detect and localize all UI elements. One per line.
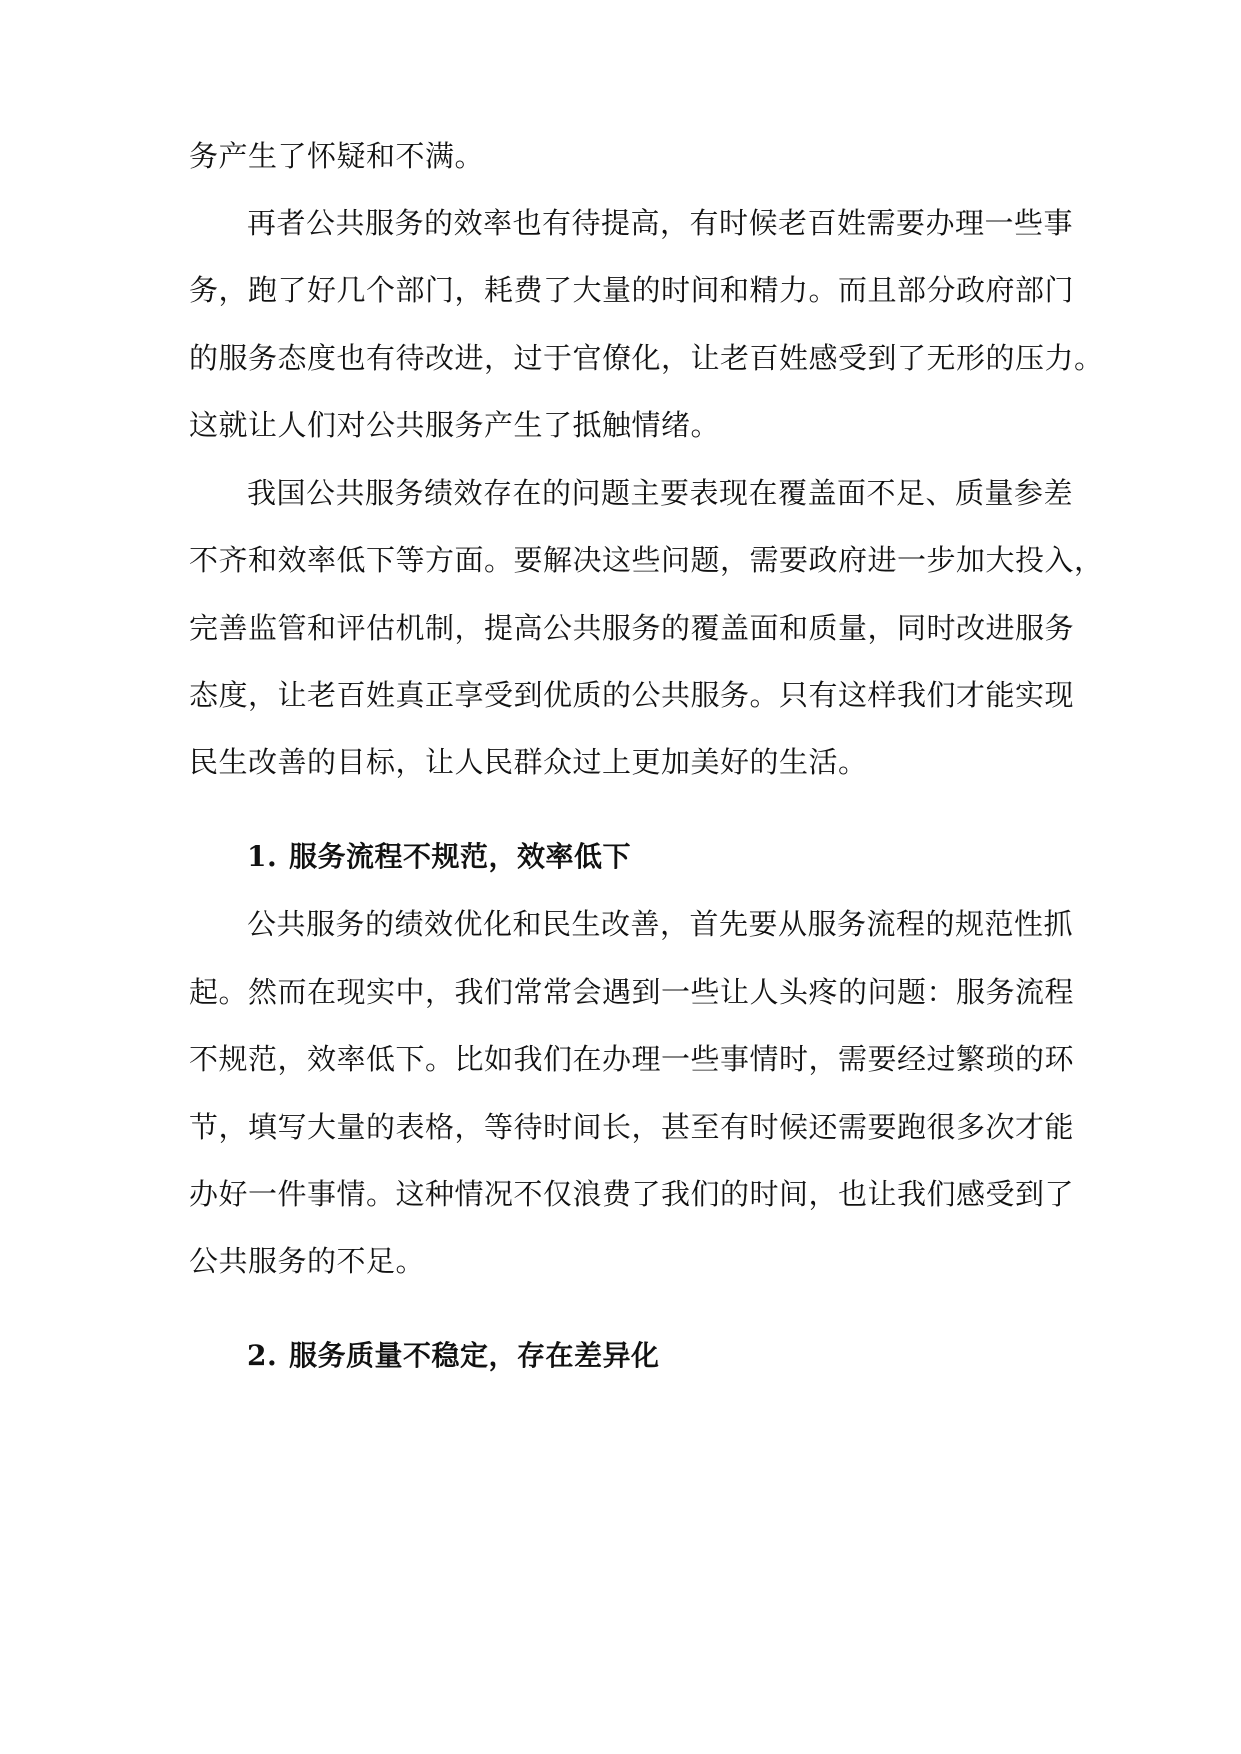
text-line: 起。然而在现实中，我们常常会遇到一些让人头疼的问题：服务流程 bbox=[189, 975, 1075, 1009]
text-line: 节，填写大量的表格，等待时间长，甚至有时候还需要跑很多次才能 bbox=[189, 1110, 1075, 1144]
heading-text: 服务质量不稳定，存在差异化 bbox=[289, 1339, 660, 1372]
text-line: 务，跑了好几个部门，耗费了大量的时间和精力。而且部分政府部门 bbox=[189, 273, 1075, 307]
text-line: 不规范，效率低下。比如我们在办理一些事情时，需要经过繁琐的环 bbox=[189, 1042, 1075, 1076]
heading-text: 服务流程不规范，效率低下 bbox=[289, 840, 632, 873]
text-line: 的服务态度也有待改进，过于官僚化，让老百姓感受到了无形的压力。 bbox=[189, 341, 1104, 375]
text-line: 办好一件事情。这种情况不仅浪费了我们的时间，也让我们感受到了 bbox=[189, 1177, 1075, 1211]
text-line: 我国公共服务绩效存在的问题主要表现在覆盖面不足、质量参差 bbox=[247, 476, 1074, 510]
text-line: 不齐和效率低下等方面。要解决这些问题，需要政府进一步加大投入， bbox=[189, 543, 1104, 577]
text-line: 务产生了怀疑和不满。 bbox=[189, 139, 485, 173]
text-line: 公共服务的绩效优化和民生改善，首先要从服务流程的规范性抓 bbox=[247, 907, 1074, 941]
heading-number: 1. bbox=[247, 840, 278, 873]
text-line: 态度，让老百姓真正享受到优质的公共服务。只有这样我们才能实现 bbox=[189, 678, 1075, 712]
text-line: 民生改善的目标，让人民群众过上更加美好的生活。 bbox=[189, 745, 868, 779]
heading-number: 2. bbox=[247, 1339, 278, 1372]
text-line: 公共服务的不足。 bbox=[189, 1244, 426, 1278]
section-heading bbox=[247, 837, 631, 877]
section-heading bbox=[247, 1336, 660, 1376]
text-line: 再者公共服务的效率也有待提高，有时候老百姓需要办理一些事 bbox=[247, 206, 1074, 240]
text-line: 完善监管和评估机制，提高公共服务的覆盖面和质量，同时改进服务 bbox=[189, 611, 1075, 645]
text-line: 这就让人们对公共服务产生了抵触情绪。 bbox=[189, 408, 721, 442]
